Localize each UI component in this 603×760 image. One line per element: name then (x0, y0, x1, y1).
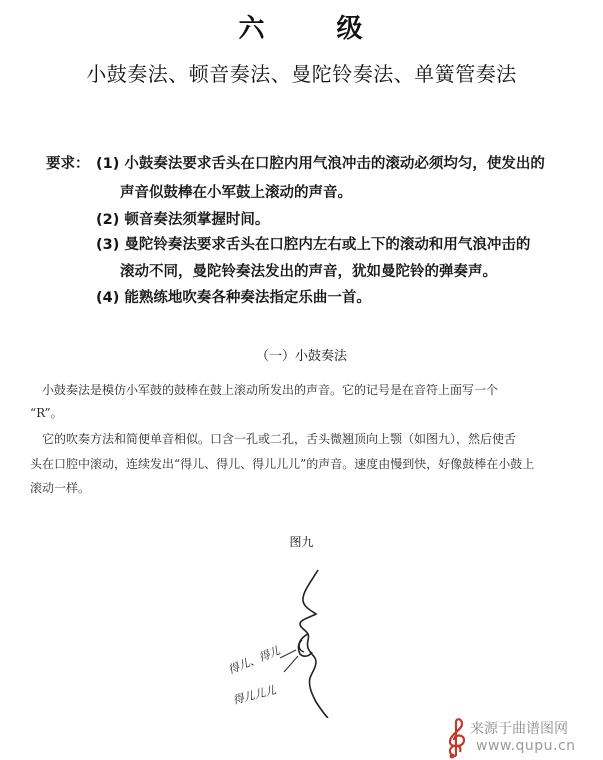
requirement-4: (4) 能熟练地吹奏各种奏法指定乐曲一首。 (96, 290, 371, 306)
mouth-profile-figure (220, 568, 350, 718)
paragraph-2-line-3: 滚动一样。 (30, 481, 91, 495)
paragraph-2-line-1: 它的吹奏方法和简便单音相似。口含一孔或二孔，舌头微翘顶向上颚（如图九），然后使舌 (42, 432, 517, 446)
page-subtitle: 小鼓奏法、顿音奏法、曼陀铃奏法、单簧管奏法 (86, 62, 517, 86)
paragraph-1-line-1: 小鼓奏法是模仿小军鼓的鼓棒在鼓上滚动所发出的声音。它的记号是在音符上面写一个 (42, 383, 499, 397)
paragraph-2-line-2: 头在口腔中滚动，连续发出“得儿、得儿、得儿儿儿”的声音。速度由慢到快，好像鼓棒在小鼓上 (30, 457, 535, 471)
watermark-url: www.qupu.cn (476, 738, 576, 754)
paragraph-1-line-2: “R”。 (30, 406, 63, 420)
title-part-2: 级 (336, 14, 365, 44)
page-title (0, 8, 603, 45)
requirement-3-line-2: 滚动不同，曼陀铃奏法发出的声音，犹如曼陀铃的弹奏声。 (120, 264, 497, 280)
requirements-label: 要求： (46, 156, 90, 172)
sound-line-2 (284, 656, 298, 672)
figure-label: 图九 (289, 535, 314, 549)
watermark-text: 来源于曲谱图网 (470, 721, 568, 737)
face-profile-outline (300, 570, 328, 718)
requirement-2: (2) 顿音奏法须掌握时间。 (96, 212, 270, 228)
treble-clef-icon (450, 719, 465, 758)
requirement-3-line-1: (3) 曼陀铃奏法要求舌头在口腔内左右或上下的滚动和用气浪冲击的 (96, 237, 531, 253)
requirement-1-line-2: 声音似鼓棒在小军鼓上滚动的声音。 (120, 185, 352, 201)
figure-annotation-1: 得儿、得儿 (226, 644, 283, 677)
section-title: （一）小鼓奏法 (255, 349, 347, 364)
tongue-curve (299, 640, 304, 652)
requirement-1-line-1: (1) 小鼓奏法要求舌头在口腔内用气浪冲击的滚动必须均匀，使发出的 (96, 156, 545, 172)
title-part-1: 六 (238, 14, 267, 44)
sound-line-1 (280, 650, 296, 658)
figure-annotation-2: 得儿儿儿 (231, 683, 278, 707)
